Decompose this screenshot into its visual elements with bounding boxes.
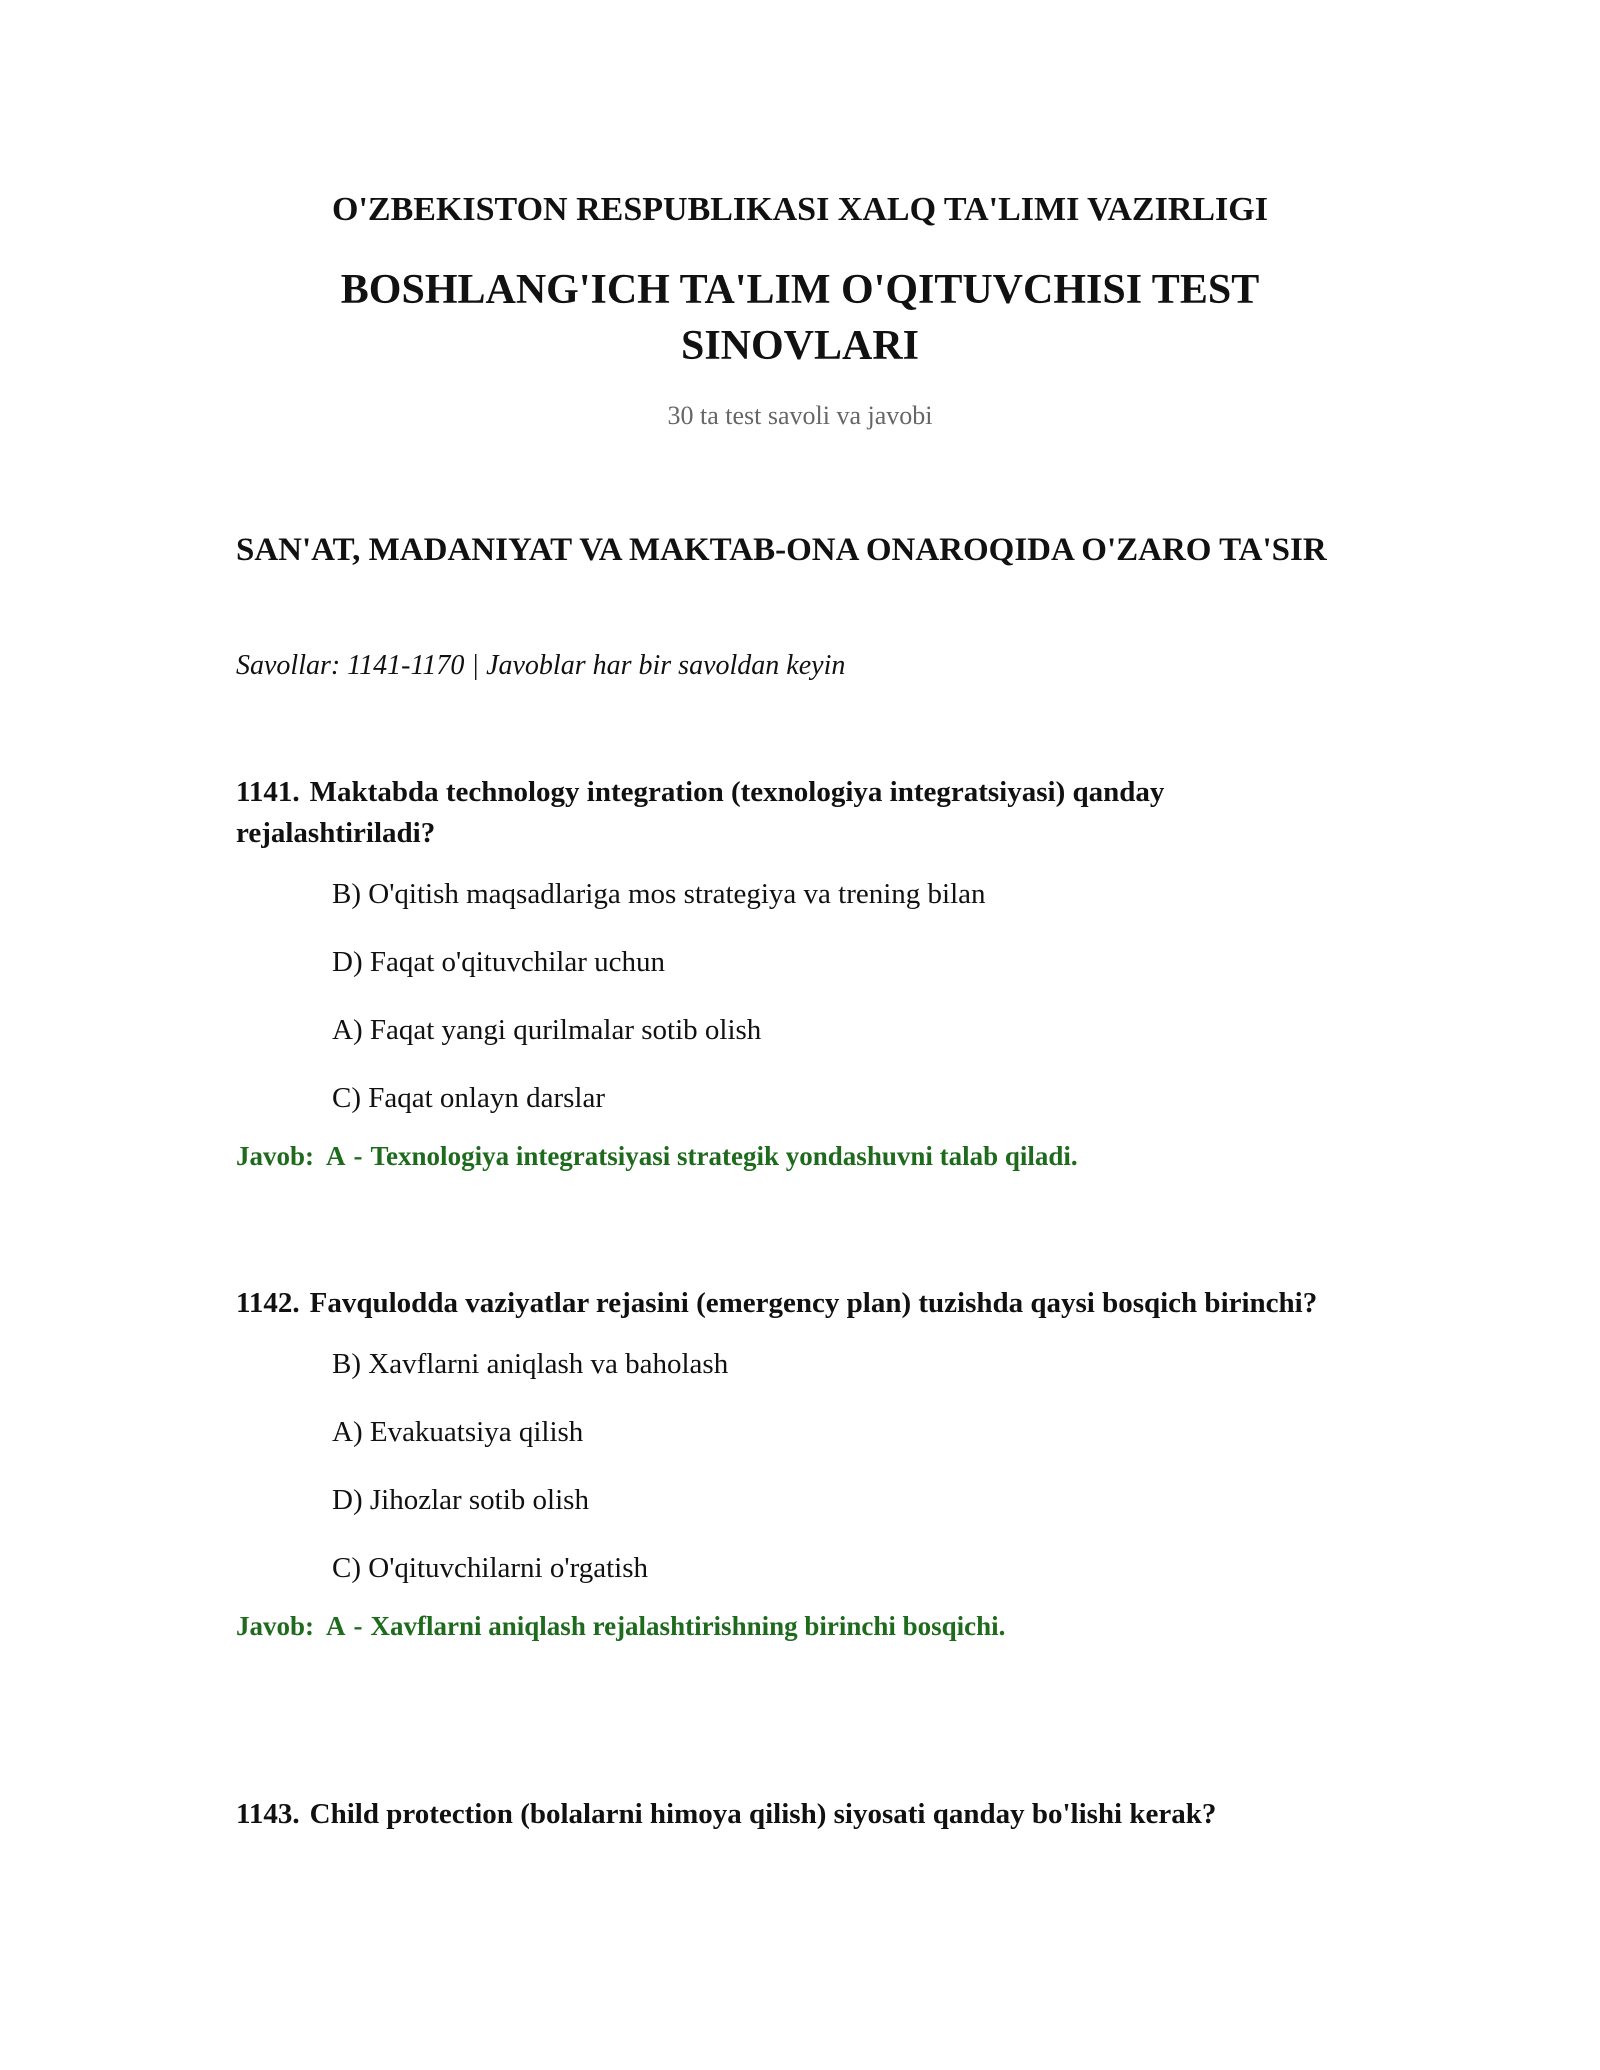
option-item: B) O'qitish maqsadlariga mos strategiya va trening bilan [332, 878, 986, 910]
question-1142 [236, 1283, 1366, 1644]
answer-label: Javob: [236, 1141, 315, 1171]
option-item: C) Faqat onlayn darslar [332, 1082, 606, 1114]
answer-dash: - [353, 1141, 363, 1171]
option-item: D) Jihozlar sotib olish [332, 1484, 589, 1516]
answer-explanation: Texnologiya integratsiyasi strategik yondashuvni talab qiladi. [370, 1141, 1078, 1171]
answer-line [236, 1608, 1366, 1644]
option-list [332, 1344, 1366, 1588]
answer-explanation: Xavflarni aniqlash rejalashtirishning birinchi bosqichi. [370, 1611, 1006, 1641]
option-item: C) O'qituvchilarni o'rgatish [332, 1552, 648, 1584]
answer-line [236, 1138, 1366, 1174]
option-item: B) Xavflarni aniqlash va baholash [332, 1348, 729, 1380]
question-text [236, 1794, 1366, 1835]
answer-dash: - [353, 1611, 363, 1641]
section-title: SAN'AT, MADANIYAT VA MAKTAB-ONA ONAROQIDA O'ZARO TA'SIR [236, 532, 1327, 568]
question-number: 1142. [236, 1287, 300, 1319]
option-list [332, 874, 1366, 1118]
document-title: BOSHLANG'ICH TA'LIM O'QITUVCHISI TEST SINOVLARI [340, 267, 1260, 369]
answer-label: Javob: [236, 1611, 315, 1641]
question-body: Favqulodda vaziyatlar rejasini (emergency plan) tuzishda qaysi bosqich birinchi? [309, 1287, 1318, 1319]
answer-letter: A [326, 1141, 346, 1171]
answer-letter: A [326, 1611, 346, 1641]
question-body: Child protection (bolalarni himoya qilish) siyosati qanday bo'lishi kerak? [309, 1798, 1217, 1830]
question-1143 [236, 1794, 1366, 1835]
question-text [236, 772, 1366, 854]
section-meta: Savollar: 1141-1170 | Javoblar har bir savoldan keyin [236, 650, 846, 681]
document-subtitle: 30 ta test savoli va javobi [667, 401, 933, 430]
question-text [236, 1283, 1366, 1324]
question-1141 [236, 772, 1366, 1174]
option-item: A) Evakuatsiya qilish [332, 1416, 584, 1448]
option-item: D) Faqat o'qituvchilar uchun [332, 946, 666, 978]
question-body: Maktabda technology integration (texnologiya integratsiyasi) qanday rejalashtiriladi? [236, 776, 1165, 849]
question-number: 1141. [236, 776, 300, 808]
question-number: 1143. [236, 1798, 300, 1830]
ministry-heading: O'ZBEKISTON RESPUBLIKASI XALQ TA'LIMI VAZIRLIGI [332, 191, 1268, 228]
option-item: A) Faqat yangi qurilmalar sotib olish [332, 1014, 762, 1046]
